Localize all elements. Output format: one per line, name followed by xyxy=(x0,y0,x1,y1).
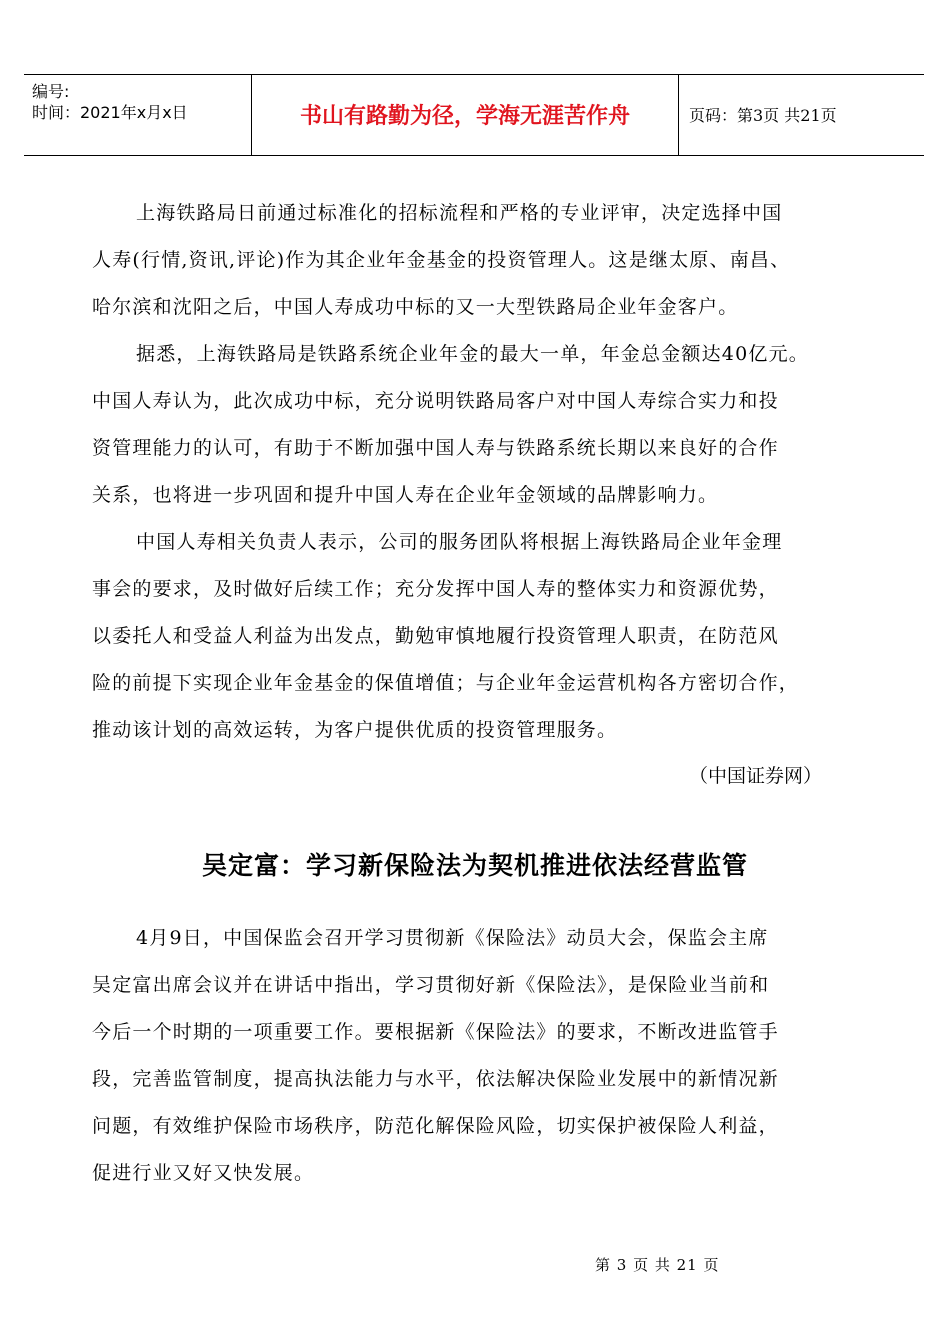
header-page-info: 页码：第3页 共21页 xyxy=(689,105,837,125)
text-line: 中国人寿相关负责人表示，公司的服务团队将根据上海铁路局企业年金理 xyxy=(136,531,783,553)
text-line: 推动该计划的高效运转，为客户提供优质的投资管理服务。 xyxy=(92,719,618,741)
header-number-label: 编号: xyxy=(32,82,70,101)
text-line: 上海铁路局日前通过标准化的招标流程和严格的专业评审，决定选择中国 xyxy=(136,202,783,224)
text-line: 吴定富出席会议并在讲话中指出，学习贯彻好新《保险法》，是保险业当前和 xyxy=(92,974,770,996)
text-line: 促进行业又好又快发展。 xyxy=(92,1162,315,1184)
text-line: 关系，也将进一步巩固和提升中国人寿在企业年金领域的品牌影响力。 xyxy=(92,484,719,506)
text-line: 中国人寿认为，此次成功中标，充分说明铁路局客户对中国人寿综合实力和投 xyxy=(92,390,779,412)
page-footer: 第 3 页 共 21 页 xyxy=(595,1256,720,1274)
text-line: 险的前提下实现企业年金基金的保值增值；与企业年金运营机构各方密切合作， xyxy=(92,672,800,694)
text-line: 问题，有效维护保险市场秩序，防范化解保险风险，切实保护被保险人利益， xyxy=(92,1115,779,1137)
header-motto: 书山有路勤为径，学海无涯苦作舟 xyxy=(252,75,679,155)
text-line: 段，完善监管制度，提高执法能力与水平，依法解决保险业发展中的新情况新 xyxy=(92,1068,779,1090)
page-header xyxy=(24,74,924,156)
article-title: 吴定富：学习新保险法为契机推进依法经营监管 xyxy=(201,851,748,880)
text-line: 今后一个时期的一项重要工作。要根据新《保险法》的要求，不断改进监管手 xyxy=(92,1021,779,1043)
article-body-1 xyxy=(92,190,852,798)
text-line: 人寿(行情,资讯,评论)作为其企业年金基金的投资管理人。这是继太原、南昌、 xyxy=(92,249,791,271)
text-line: 事会的要求，及时做好后续工作；充分发挥中国人寿的整体实力和资源优势， xyxy=(92,578,779,600)
header-time-label: 时间：2021年x月x日 xyxy=(32,103,188,122)
text-line: 4月9日，中国保监会召开学习贯彻新《保险法》动员大会，保监会主席 xyxy=(136,927,769,949)
text-line: 据悉，上海铁路局是铁路系统企业年金的最大一单，年金总金额达40亿元。 xyxy=(136,343,809,365)
text-line: 哈尔滨和沈阳之后，中国人寿成功中标的又一大型铁路局企业年金客户。 xyxy=(92,296,739,318)
text-line: 资管理能力的认可，有助于不断加强中国人寿与铁路系统长期以来良好的合作 xyxy=(92,437,779,459)
article-source: （中国证券网） xyxy=(688,765,822,787)
text-line: 以委托人和受益人利益为出发点，勤勉审慎地履行投资管理人职责，在防范风 xyxy=(92,625,779,647)
article-body-2 xyxy=(92,915,852,1197)
header-meta xyxy=(24,75,252,155)
